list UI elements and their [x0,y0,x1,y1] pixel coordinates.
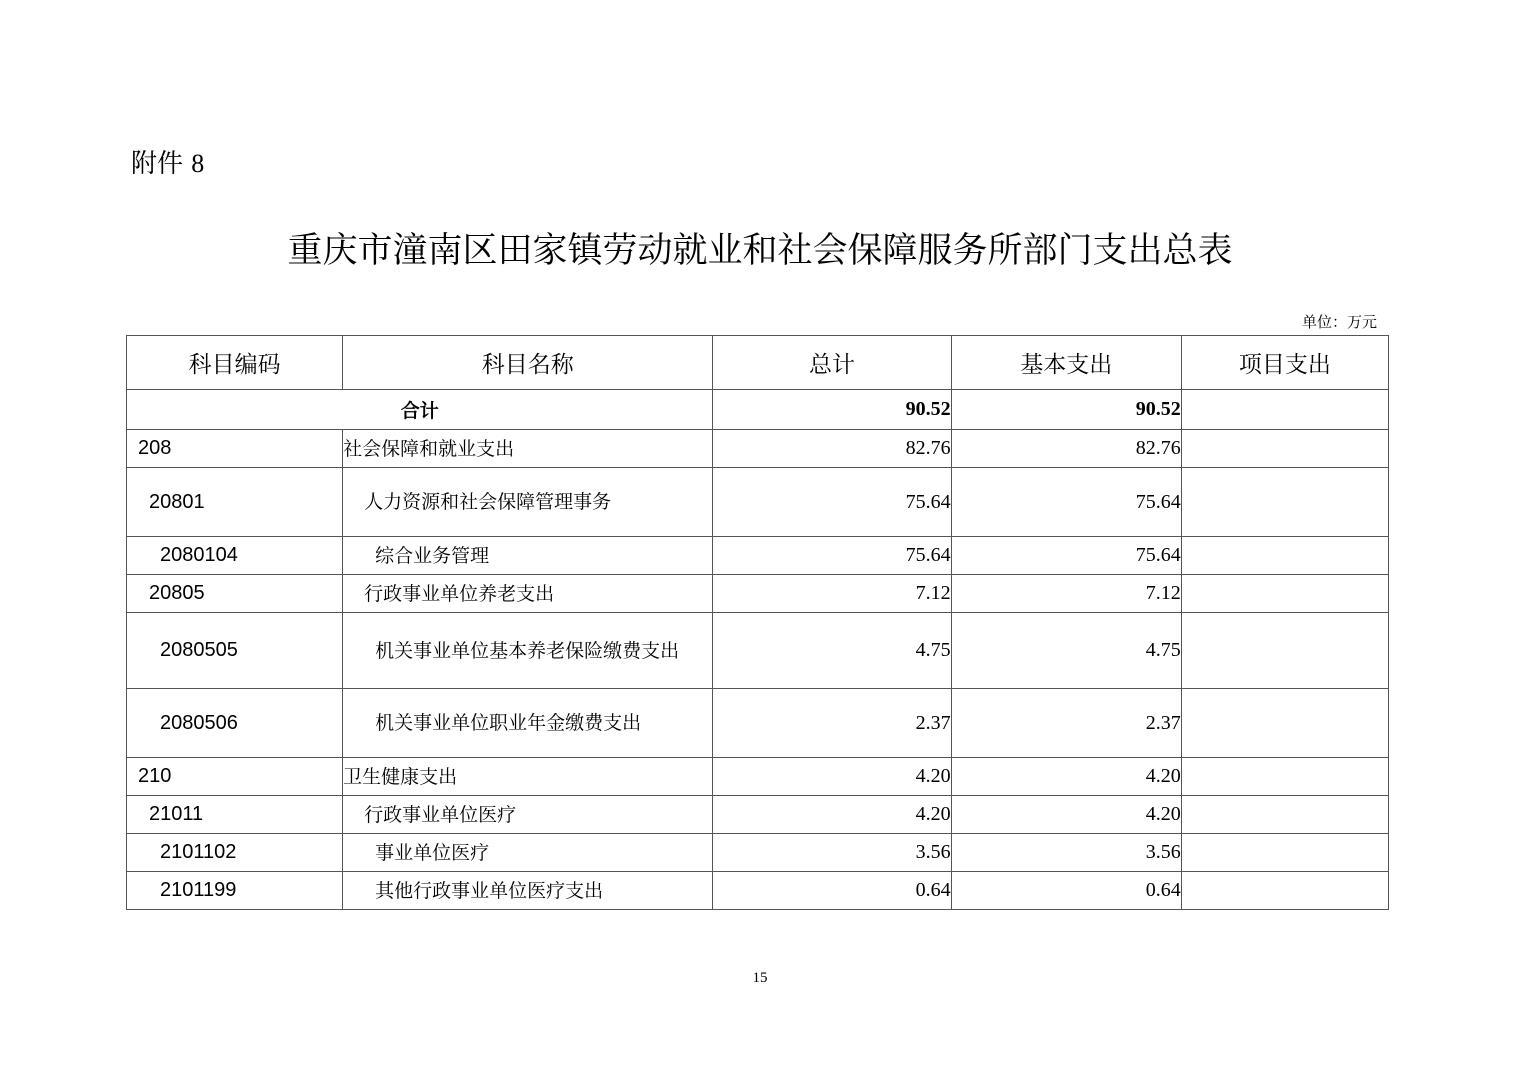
row-code: 20801 [127,468,343,537]
row-basic: 75.64 [951,468,1181,537]
row-code: 2101199 [127,872,343,910]
header-project: 项目支出 [1181,336,1388,390]
attachment-label [131,146,204,182]
total-basic: 90.52 [951,390,1181,430]
row-project [1181,430,1388,468]
row-name: 机关事业单位基本养老保险缴费支出 [343,613,713,689]
row-name: 行政事业单位医疗 [343,796,713,834]
table-row [127,689,1389,758]
row-project [1181,872,1388,910]
row-total: 4.20 [713,796,951,834]
row-name: 社会保障和就业支出 [343,430,713,468]
row-name: 综合业务管理 [343,537,713,575]
row-basic: 4.20 [951,796,1181,834]
row-basic: 3.56 [951,834,1181,872]
row-total: 0.64 [713,872,951,910]
row-total: 4.75 [713,613,951,689]
page-title: 重庆市潼南区田家镇劳动就业和社会保障服务所部门支出总表 [287,231,1233,271]
row-basic: 0.64 [951,872,1181,910]
row-total: 75.64 [713,537,951,575]
row-name: 行政事业单位养老支出 [343,575,713,613]
row-code: 2080506 [127,689,343,758]
header-total: 总计 [713,336,951,390]
table-row [127,834,1389,872]
row-total: 3.56 [713,834,951,872]
table-row [127,537,1389,575]
header-code: 科目编码 [127,336,343,390]
row-project [1181,758,1388,796]
row-total: 4.20 [713,758,951,796]
total-row [127,390,1389,430]
table-row [127,430,1389,468]
expenditure-table [126,335,1389,910]
table-row [127,468,1389,537]
table-row [127,575,1389,613]
unit-label: 单位：万元 [1301,313,1377,331]
row-code: 20805 [127,575,343,613]
header-name: 科目名称 [343,336,713,390]
attachment-prefix: 附件 [131,149,184,179]
row-code: 21011 [127,796,343,834]
page-number: 15 [752,970,768,986]
row-total: 7.12 [713,575,951,613]
row-total: 2.37 [713,689,951,758]
row-project [1181,613,1388,689]
row-code: 2101102 [127,834,343,872]
attachment-number: 8 [191,149,205,178]
row-basic: 4.20 [951,758,1181,796]
row-name: 其他行政事业单位医疗支出 [343,872,713,910]
table-row [127,872,1389,910]
row-code: 2080505 [127,613,343,689]
table-row [127,613,1389,689]
row-basic: 4.75 [951,613,1181,689]
row-project [1181,834,1388,872]
total-project [1181,390,1388,430]
row-code: 2080104 [127,537,343,575]
row-basic: 82.76 [951,430,1181,468]
row-code: 208 [127,430,343,468]
table-row [127,796,1389,834]
row-total: 82.76 [713,430,951,468]
header-basic: 基本支出 [951,336,1181,390]
row-basic: 2.37 [951,689,1181,758]
row-project [1181,537,1388,575]
total-sum: 90.52 [713,390,951,430]
table-row [127,758,1389,796]
row-basic: 7.12 [951,575,1181,613]
row-project [1181,575,1388,613]
row-total: 75.64 [713,468,951,537]
row-name: 事业单位医疗 [343,834,713,872]
row-name: 人力资源和社会保障管理事务 [343,468,713,537]
row-code: 210 [127,758,343,796]
row-project [1181,468,1388,537]
row-project [1181,689,1388,758]
row-basic: 75.64 [951,537,1181,575]
row-project [1181,796,1388,834]
table-header-row [127,336,1389,390]
row-name: 卫生健康支出 [343,758,713,796]
total-label: 合计 [127,390,713,430]
row-name: 机关事业单位职业年金缴费支出 [343,689,713,758]
